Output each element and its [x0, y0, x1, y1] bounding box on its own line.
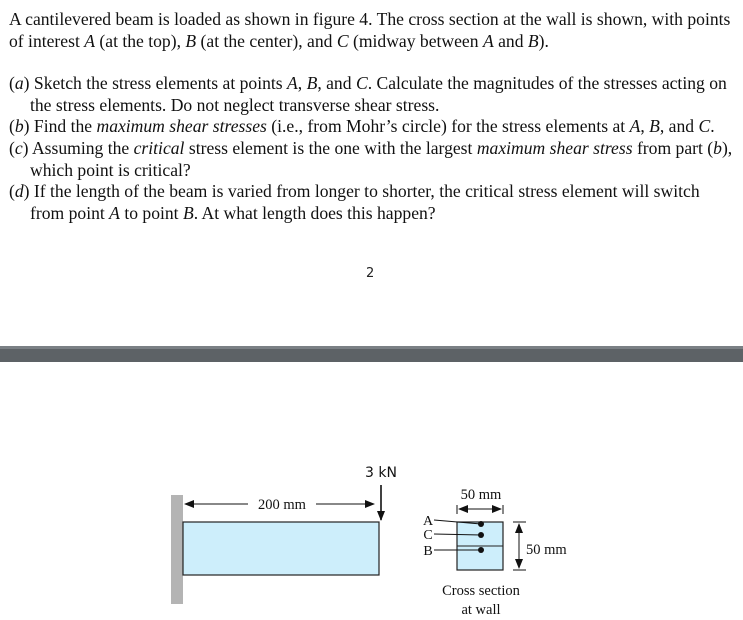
point-label-b: B	[423, 544, 433, 559]
width-label: 50 mm	[460, 487, 502, 503]
wall	[171, 495, 183, 604]
point-label-c: C	[423, 528, 433, 543]
part-c: (c) Assuming the critical stress element is the one with the largest maximum shear stress from part (b), which point is critical?	[9, 137, 733, 180]
height-label: 50 mm	[526, 542, 567, 558]
problem-parts	[9, 73, 737, 224]
page-separator	[0, 346, 743, 362]
point-b	[478, 547, 484, 553]
point-c	[478, 532, 484, 538]
problem-statement	[9, 9, 737, 224]
part-a: (a) Sketch the stress elements at points A, B, and C. Calculate the magnitudes of the stresses acting on the stress elements. Do not neglect transverse shear stress.	[9, 73, 727, 115]
problem-intro: A cantilevered beam is loaded as shown in figure 4. The cross section at the wall is shown, with points of interest A (at the top), B (at the center), and C (midway between A and B).	[9, 9, 731, 51]
page-number: 2	[366, 266, 375, 281]
load-label: 3 kN	[365, 465, 397, 481]
caption-line-1: Cross section	[442, 583, 520, 599]
beam	[183, 522, 379, 575]
point-label-a: A	[422, 514, 434, 529]
beam-length-label: 200 mm	[258, 497, 306, 513]
part-b: (b) Find the maximum shear stresses (i.e., from Mohr’s circle) for the stress elements at A, B, and C.	[9, 116, 715, 137]
part-d: (d) If the length of the beam is varied from longer to shorter, the critical stress element will switch from point A to point B. At what length does this happen?	[9, 181, 700, 223]
caption-line-2: at wall	[461, 602, 501, 618]
beam-figure	[0, 362, 743, 620]
point-a	[478, 521, 484, 527]
